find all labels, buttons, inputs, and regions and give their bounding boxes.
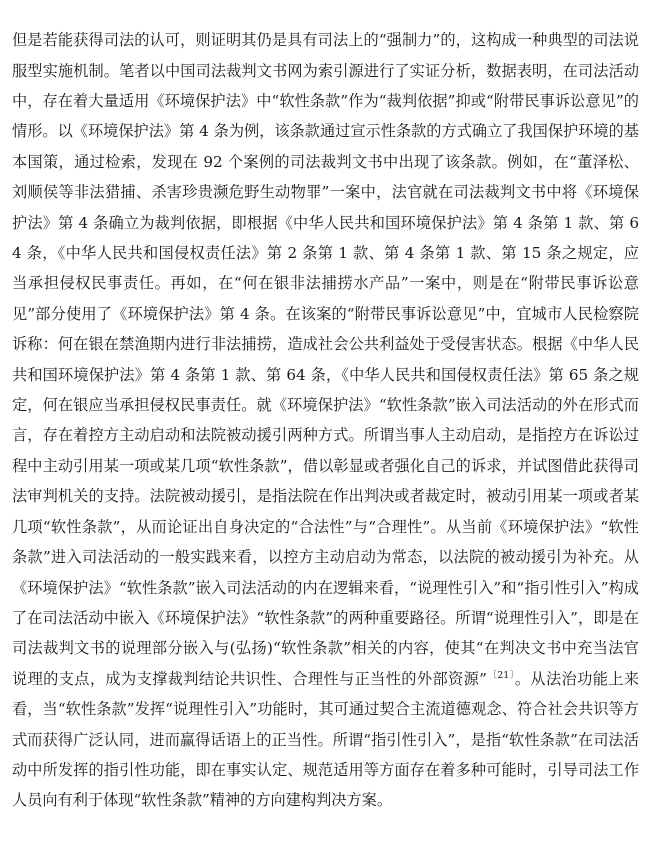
paragraph-text-part-2: 。从法治功能上来看，当“软性条款”发挥“说理性引入”功能时，其可通过契合主流道德观念、符合社会共识等方式而获得广泛认同，进而赢得话语上的正当性。所谓“指引性引入”，是指“软性条款”在司法活动中所发挥的指引性功能，即在事实认定、规范适用等方面存在着多种可能时，引导司法工作人员向有利于体现“软性条款”精神的方向建构判决方案。 xyxy=(12,669,640,810)
paragraph-text-part-1: 但是若能获得司法的认可，则证明其仍是具有司法上的“强制力”的，这构成一种典型的司法说服型实施机制。笔者以中国司法裁判文书网为索引源进行了实证分析，数据表明，在司法活动中，存在着大量适用《环境保护法》中“软性条款”作为“裁判依据”抑或“附带民事诉讼意见”的情形。以《环境保护法》第 4 条为例，该条款通过宣示性条款的方式确立了我国保护环境的基本国策，通过检索，发现在 92 个案例的司法裁判文书中出现了该条款。例如，在“董泽松、刘顺侯等非法猎捕、杀害珍贵濒危野生动物罪”一案中，法官就在司法裁判文书中将《环境保护法》第 4 条确立为裁判依据，即根据《中华人民共和国环境保护法》第 4 条第 1 款、第 64 条，《中华人民共和国侵权责任法》第 2 条第 1 款、第 4 条第 1 款、第 15 条之规定，应当承担侵权民事责任。再如，在“何在银非法捕捞水产品”一案中，则是在“附带民事诉讼意见”部分使用了《环境保护法》第 4 条。在该案的“附带民事诉讼意见”中，宜城市人民检察院诉称：何在银在禁渔期内进行非法捕捞，造成社会公共利益处于受侵害状态。根据《中华人民共和国环境保护法》第 4 条第 1 款、第 64 条，《中华人民共和国侵权责任法》第 65 条之规定，何在银应当承担侵权民事责任。就《环境保护法》“软性条款”嵌入司法活动的外在形式而言，存在着控方主动启动和法院被动援引两种方式。所谓当事人主动启动，是指控方在诉讼过程中主动引用某一项或某几项“软性条款”，借以彰显或者强化自己的诉求，并试图借此获得司法审判机关的支持。法院被动援引，是指法院在作出判决或者裁定时，被动引用某一项或者某几项“软性条款”，从而论证出自身决定的“合法性”与“合理性”。从当前《环境保护法》“软性条款”进入司法活动的一般实践来看，以控方主动启动为常态，以法院的被动援引为补充。从《环境保护法》“软性条款”嵌入司法活动的内在逻辑来看，“说理性引入”和“指引性引入”构成了在司法活动中嵌入《环境保护法》“软性条款”的两种重要路径。所谓“说理性引入”，即是在司法裁判文书的说理部分嵌入与(弘扬)“软性条款”相关的内容，使其“在判决文书中充当法官说理的支点，成为支撑裁判结论共识性、合理性与正当性的外部资源” xyxy=(12,31,639,688)
footnote-reference: 〔21〕 xyxy=(486,669,515,681)
body-paragraph xyxy=(12,25,639,816)
